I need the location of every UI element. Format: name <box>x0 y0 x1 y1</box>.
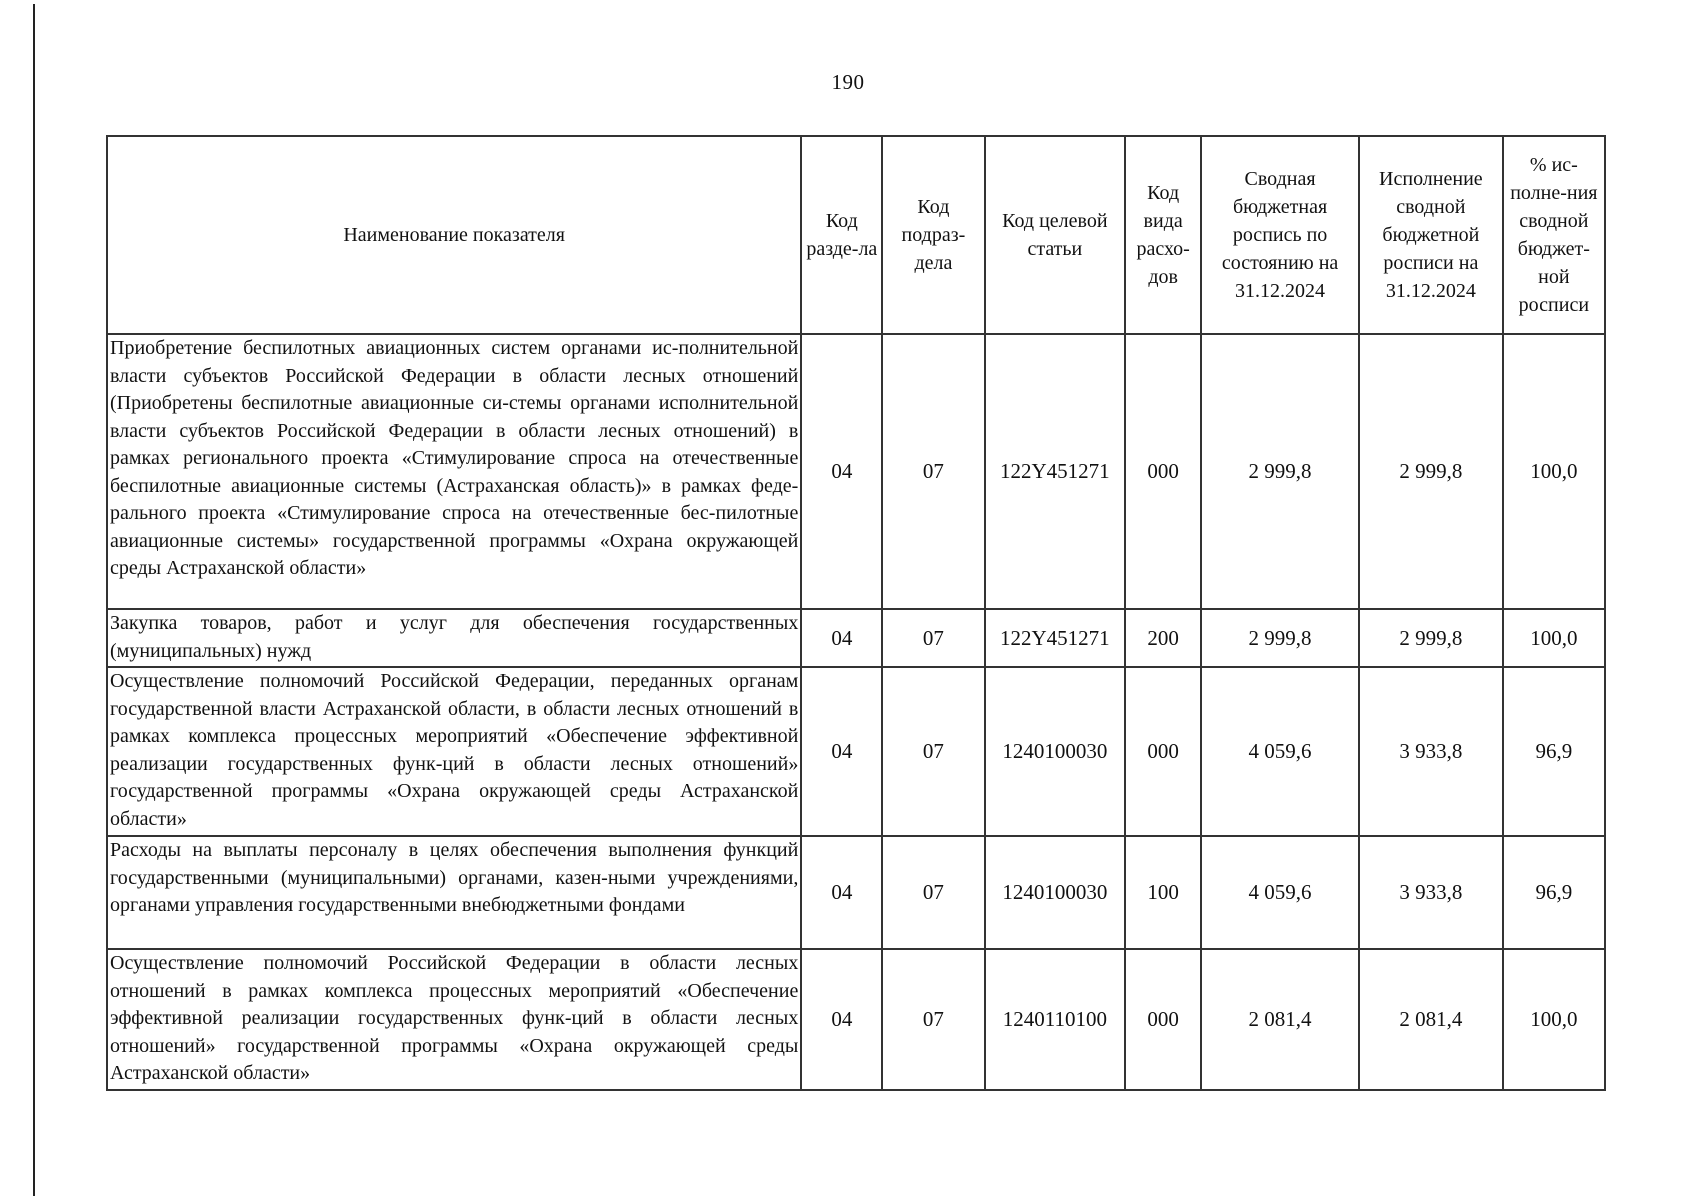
row-target-code: 1240100030 <box>985 667 1126 836</box>
row-section-code: 04 <box>801 949 882 1090</box>
row-target-code: 122Y451271 <box>985 609 1126 667</box>
row-budget-execution: 3 933,8 <box>1359 836 1503 949</box>
row-expense-type-code: 000 <box>1125 334 1201 609</box>
row-target-code: 122Y451271 <box>985 334 1126 609</box>
table-row <box>107 667 1605 836</box>
table-row <box>107 836 1605 949</box>
row-budget-execution: 2 999,8 <box>1359 609 1503 667</box>
row-subsection-code: 07 <box>882 609 984 667</box>
header-target-code: Код целевой статьи <box>985 136 1126 334</box>
row-budget-plan: 2 081,4 <box>1201 949 1359 1090</box>
row-budget-plan: 4 059,6 <box>1201 836 1359 949</box>
row-subsection-code: 07 <box>882 836 984 949</box>
header-execution-percent: % ис-полне-ния сводной бюджет-ной росписи <box>1503 136 1605 334</box>
row-target-code: 1240100030 <box>985 836 1126 949</box>
row-execution-percent: 100,0 <box>1503 949 1605 1090</box>
header-subsection-code: Код подраз-дела <box>882 136 984 334</box>
row-name: Осуществление полномочий Российской Федерации, переданных органам государственной власти Астраханской области, в области лесных отношений в рамках комплекса процессных мероприятий «Обеспечение эффективной реализации государственных функ-ций в области лесных отношений» государственной программы «Охрана окружающей среды Астраханской области» <box>107 667 801 836</box>
row-name: Осуществление полномочий Российской Федерации в области лесных отношений в рамках комплекса процессных мероприятий «Обеспечение эффективной реализации государственных функ-ций в области лесных отношений» государственной программы «Охрана окружающей среды Астраханской области» <box>107 949 801 1090</box>
row-section-code: 04 <box>801 334 882 609</box>
row-section-code: 04 <box>801 836 882 949</box>
row-section-code: 04 <box>801 609 882 667</box>
header-budget-execution: Исполнение сводной бюджетной росписи на 31.12.2024 <box>1359 136 1503 334</box>
row-subsection-code: 07 <box>882 334 984 609</box>
row-execution-percent: 96,9 <box>1503 667 1605 836</box>
header-name: Наименование показателя <box>107 136 801 334</box>
binding-margin-line <box>33 4 35 1196</box>
page-number: 190 <box>831 70 865 94</box>
row-name: Закупка товаров, работ и услуг для обеспечения государственных (муниципальных) нужд <box>107 609 801 667</box>
row-expense-type-code: 000 <box>1125 949 1201 1090</box>
row-section-code: 04 <box>801 667 882 836</box>
row-budget-plan: 2 999,8 <box>1201 334 1359 609</box>
row-subsection-code: 07 <box>882 667 984 836</box>
header-section-code: Код разде-ла <box>801 136 882 334</box>
row-name: Приобретение беспилотных авиационных систем органами ис-полнительной власти субъектов Российской Федерации в области лесных отношений (Приобретены беспилотные авиационные си-стемы органами исполнительной власти субъектов Российской Федерации в области лесных отношений) в рамках регионального проекта «Стимулирование спроса на отечественные беспилотные авиационные системы (Астраханская область)» в рамках феде-рального проекта «Стимулирование спроса на отечественные бес-пилотные авиационные системы» государственной программы «Охрана окружающей среды Астраханской области» <box>107 334 801 609</box>
row-budget-plan: 2 999,8 <box>1201 609 1359 667</box>
row-subsection-code: 07 <box>882 949 984 1090</box>
row-name: Расходы на выплаты персоналу в целях обеспечения выполнения функций государственными (муниципальными) органами, казен-ными учреждениями, органами управления государственными внебюджетными фондами <box>107 836 801 949</box>
table-row <box>107 334 1605 609</box>
row-target-code: 1240110100 <box>985 949 1126 1090</box>
header-expense-type-code: Код вида расхо-дов <box>1125 136 1201 334</box>
table-row <box>107 949 1605 1090</box>
row-execution-percent: 100,0 <box>1503 334 1605 609</box>
row-budget-execution: 2 081,4 <box>1359 949 1503 1090</box>
row-execution-percent: 96,9 <box>1503 836 1605 949</box>
table-header-row <box>107 136 1605 334</box>
row-budget-plan: 4 059,6 <box>1201 667 1359 836</box>
row-expense-type-code: 100 <box>1125 836 1201 949</box>
budget-execution-table <box>106 135 1606 1091</box>
header-budget-plan: Сводная бюджетная роспись по состоянию на 31.12.2024 <box>1201 136 1359 334</box>
row-expense-type-code: 200 <box>1125 609 1201 667</box>
row-execution-percent: 100,0 <box>1503 609 1605 667</box>
row-budget-execution: 2 999,8 <box>1359 334 1503 609</box>
table-row <box>107 609 1605 667</box>
row-budget-execution: 3 933,8 <box>1359 667 1503 836</box>
row-expense-type-code: 000 <box>1125 667 1201 836</box>
